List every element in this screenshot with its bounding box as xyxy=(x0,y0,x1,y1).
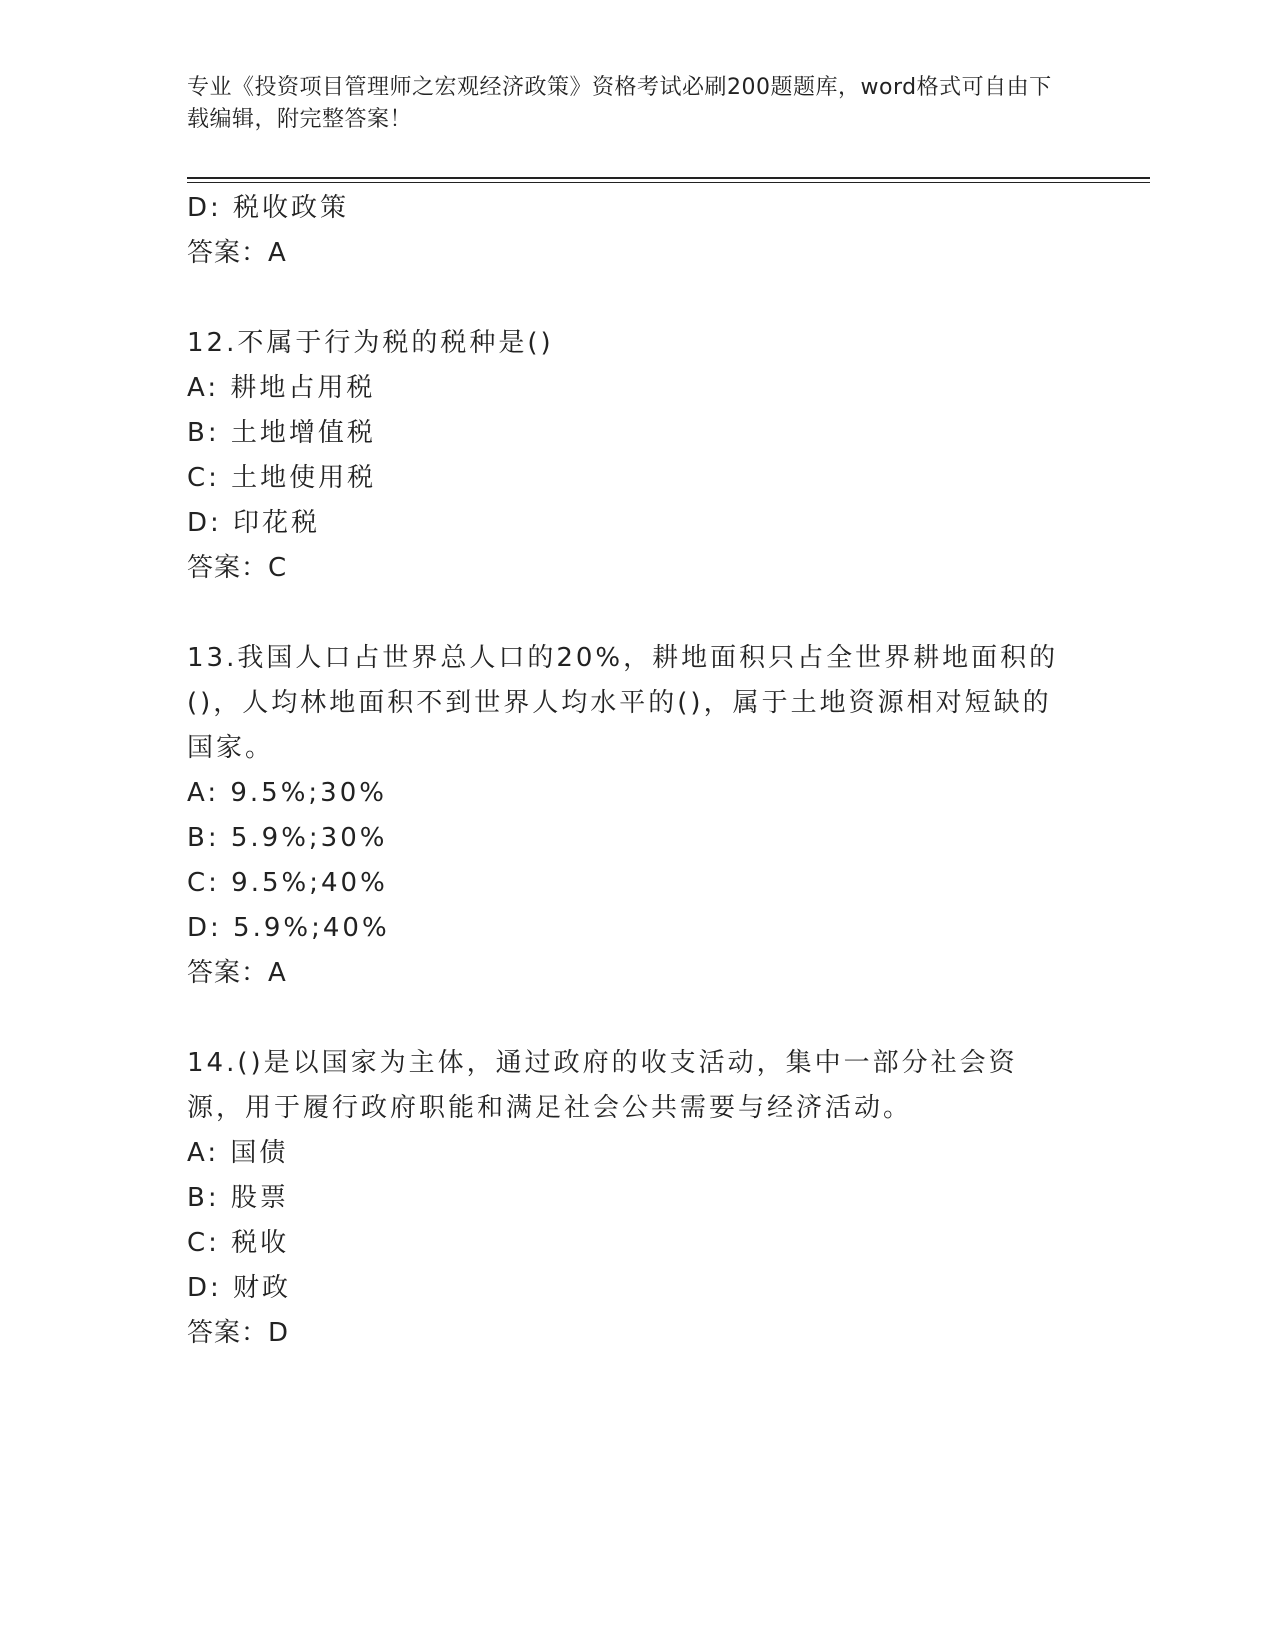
document-header: 专业《投资项目管理师之宏观经济政策》资格考试必刷200题题库，word格式可自由下载编辑，附完整答案！ xyxy=(187,75,1052,132)
option-b: B: 5.9%;30% xyxy=(187,823,388,853)
option-d: D: 印花税 xyxy=(187,508,321,538)
question-12 xyxy=(187,321,1067,591)
option-a: A: 耕地占用税 xyxy=(187,373,376,403)
question-stem: 12.不属于行为税的税种是() xyxy=(187,328,554,358)
answer: 答案：A xyxy=(187,238,287,268)
header-rule-thick xyxy=(187,177,1150,179)
option-a: A: 国债 xyxy=(187,1138,289,1168)
option-b: B: 土地增值税 xyxy=(187,418,376,448)
question-stem: 14.()是以国家为主体，通过政府的收支活动，集中一部分社会资源，用于履行政府职能和满足社会公共需要与经济活动。 xyxy=(187,1048,1018,1123)
option-d: D: 财政 xyxy=(187,1273,292,1303)
header-rule-thin xyxy=(187,182,1150,183)
option-c: C: 9.5%;40% xyxy=(187,868,388,898)
option-d: D: 5.9%;40% xyxy=(187,913,390,943)
option-c: C: 税收 xyxy=(187,1228,290,1258)
question-14 xyxy=(187,1041,1067,1356)
question-list xyxy=(187,186,1067,1356)
option-a: A: 9.5%;30% xyxy=(187,778,387,808)
question-13 xyxy=(187,636,1067,996)
answer: 答案：A xyxy=(187,958,287,988)
answer: 答案：C xyxy=(187,553,288,583)
answer: 答案：D xyxy=(187,1318,290,1348)
option-b: B: 股票 xyxy=(187,1183,289,1213)
option-d: D: 税收政策 xyxy=(187,193,350,223)
option-c: C: 土地使用税 xyxy=(187,463,377,493)
question-stem: 13.我国人口占世界总人口的20%，耕地面积只占全世界耕地面积的()，人均林地面积不到世界人均水平的()，属于土地资源相对短缺的国家。 xyxy=(187,643,1059,763)
